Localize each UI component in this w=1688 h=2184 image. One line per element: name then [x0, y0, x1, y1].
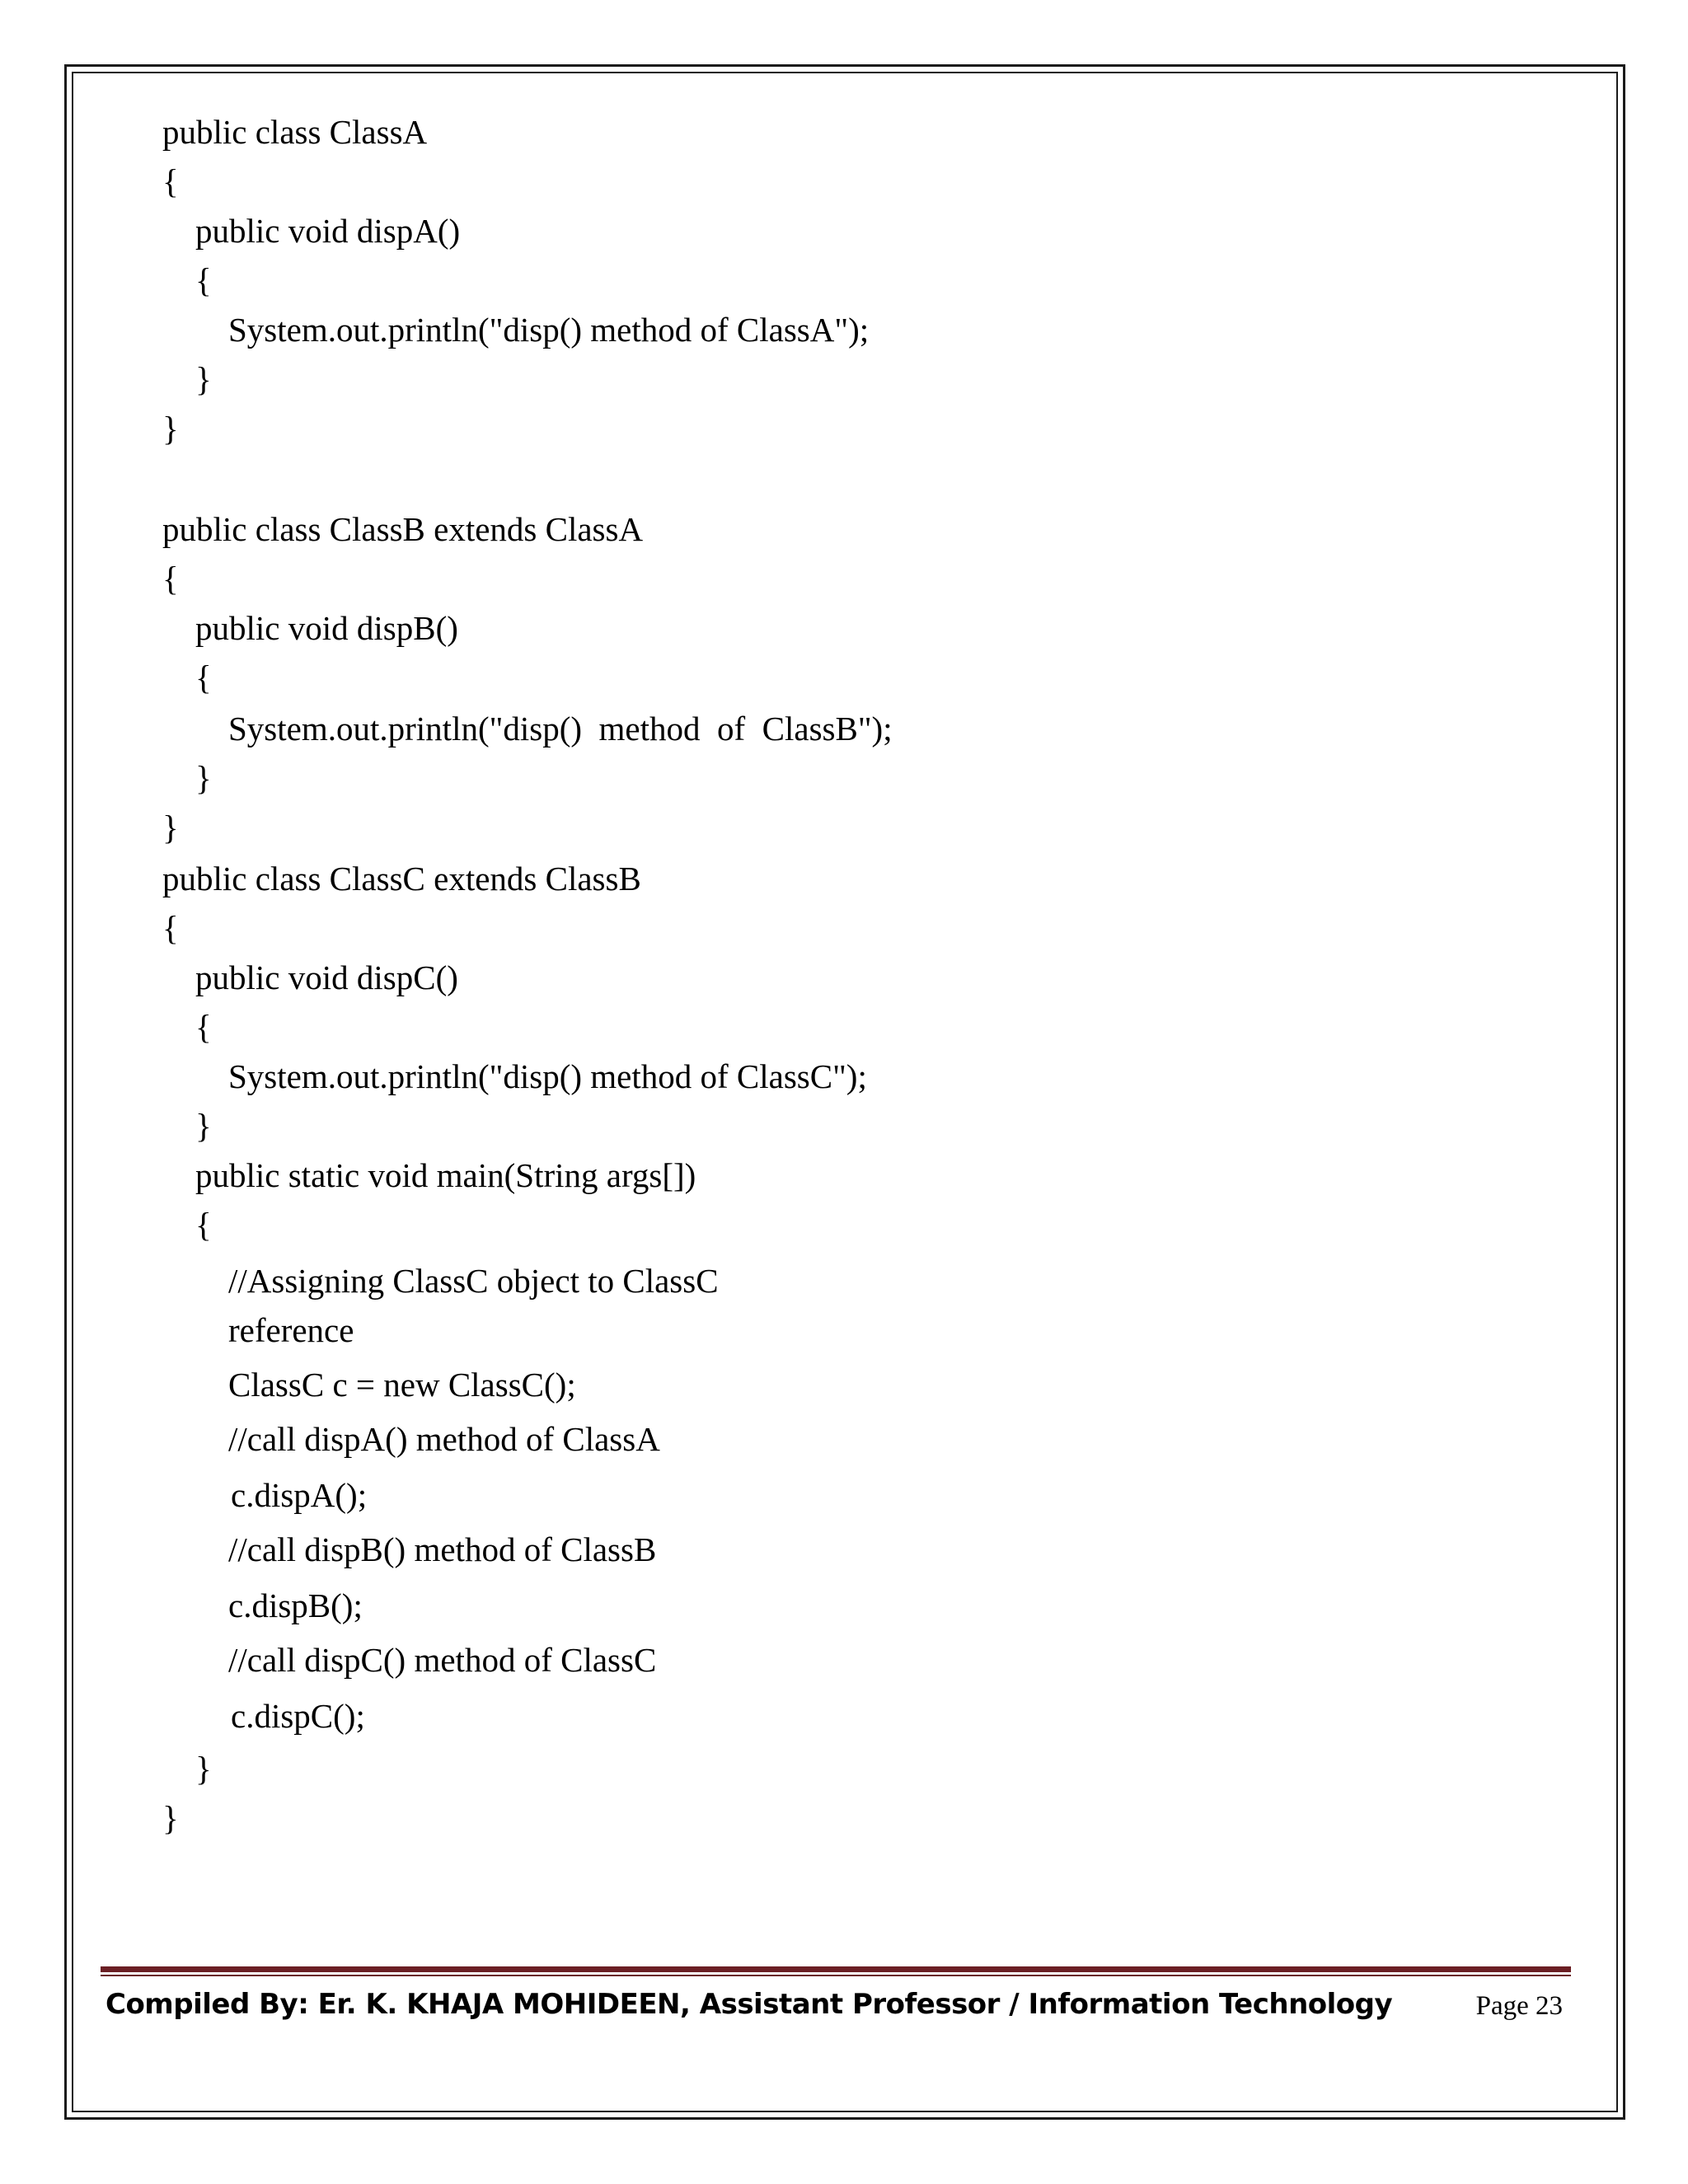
code-line: {	[162, 162, 179, 200]
code-line: }	[162, 808, 179, 846]
code-line: //call dispC() method of ClassC	[228, 1641, 657, 1679]
code-line: //call dispA() method of ClassA	[228, 1420, 660, 1458]
code-line: c.dispB();	[228, 1586, 363, 1624]
code-line: System.out.println("disp() method of ClassA");	[228, 311, 870, 349]
code-line: c.dispA();	[231, 1476, 368, 1514]
code-line: public void dispC()	[195, 958, 458, 996]
code-line: //Assigning ClassC object to ClassC	[228, 1262, 719, 1300]
code-line: c.dispC();	[231, 1697, 365, 1735]
code-line: public class ClassB extends ClassA	[162, 510, 644, 548]
code-line: }	[195, 1750, 212, 1788]
code-line: ClassC c = new ClassC();	[228, 1366, 576, 1404]
code-line: }	[162, 1799, 179, 1837]
code-line: {	[162, 909, 179, 947]
code-line: }	[195, 360, 212, 398]
footer-credit: Compiled By: Er. K. KHAJA MOHIDEEN, Assistant Professor / Information Technology	[106, 1988, 1393, 2021]
code-line: }	[162, 410, 179, 448]
footer-rule	[101, 1966, 1571, 1972]
code-line: {	[195, 658, 212, 696]
page-number: Page 23	[1475, 1991, 1563, 2021]
footer-rule-thin	[101, 1975, 1571, 1976]
code-line: {	[162, 560, 179, 598]
code-line: System.out.println("disp() method of ClassB");	[228, 710, 893, 748]
code-line: System.out.println("disp() method of ClassC");	[228, 1057, 867, 1095]
code-line: public void dispA()	[195, 212, 461, 250]
code-line: reference	[228, 1311, 354, 1349]
code-line: //call dispB() method of ClassB	[228, 1530, 657, 1568]
code-line: }	[195, 1107, 212, 1145]
code-line: public class ClassC extends ClassB	[162, 860, 641, 898]
code-line: }	[195, 759, 212, 797]
code-line: {	[195, 1008, 212, 1046]
code-line: {	[195, 1206, 212, 1244]
code-line: public void dispB()	[195, 609, 458, 647]
code-line: {	[195, 261, 212, 299]
code-line: public static void main(String args[])	[195, 1156, 696, 1194]
code-line: public class ClassA	[162, 113, 428, 151]
